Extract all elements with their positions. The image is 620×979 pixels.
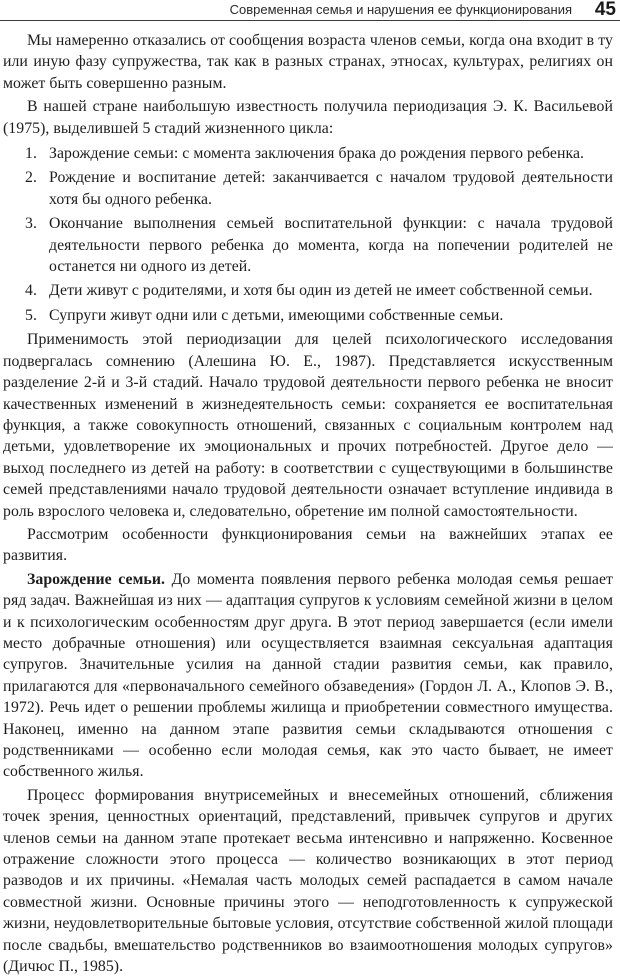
paragraph-periodization-critique: Применимость этой периодизации для целей психологического исследования подвергалась сомнению (Алешина Ю. Е., 1987). Представляется искусственным разделение 2-й и 3-й стадий. Начало трудовой деятельности первого ребенка не вносит качественных изменений в жизнедеятельность семьи: сохраняется ее воспитательная функция, а также совокупность отношений, связанных с социальным контролем над детьми, удовлетворение их эмоциональных и прочих потребностей. Другое дело — выход последнего из детей на работу: в соответствии с существующими в большинстве семей представлениями начало трудовой деятельности означает вступление индивида в роль взрослого человека и, следовательно, обретение им полной самостоятельности.: [3, 331, 613, 520]
paragraph-intro-1: Мы намеренно отказались от сообщения возраста членов семьи, когда она входит в ту или иную фазу супружества, так как в разных странах, этносах, культурах, религиях он может быть совершенно разным.: [3, 32, 613, 92]
paragraph-lead-heading: Зарождение семьи.: [27, 570, 165, 588]
life-cycle-stages-list: [3, 143, 613, 326]
stage-number: 2.: [25, 169, 37, 187]
page-body: [3, 30, 613, 979]
header-rule: [0, 20, 620, 21]
stage-number: 4.: [25, 282, 37, 300]
paragraph-intro-2: В нашей стране наибольшую известность получила периодизация Э. К. Васильевой (1975), выделившей 5 стадий жизненного цикла:: [3, 98, 613, 137]
stage-item-3: [3, 213, 613, 277]
stage-item-4: [3, 280, 613, 301]
page-number: 45: [594, 0, 616, 20]
stage-text: Зарождение семьи: с момента заключения брака до рождения первого ребенка.: [49, 145, 585, 163]
stage-number: 5.: [25, 306, 37, 324]
paragraph-relationships-formation: Процесс формирования внутрисемейных и внесемейных отношений, сближения точек зрения, ценностных ориентаций, представлений, привычек супругов и других членов семьи на данном этапе протекает весьма интенсивно и напряженно. Косвенное отражение сложности этого процесса — количество возникающих в этот период разводов и их причины. «Немалая часть молодых семей распадается в самом начале совместной жизни. Основные причины этого — неподготовленность к супружеской жизни, неудовлетворительные бытовые условия, отсутствие собственной жилой площади после свадьбы, вмешательство родственников во взаимоотношения молодых супругов» (Дичюс П., 1985).: [3, 786, 613, 976]
paragraph-stages-overview: Рассмотрим особенности функционирования семьи на важнейших этапах ее развития.: [3, 525, 613, 565]
stage-text: Окончание выполнения семьей воспитательной функции: с начала трудовой деятельности первого ребенка до момента, когда на попечении родителей не останется ни одного из детей.: [49, 215, 613, 276]
paragraph-family-origin-text: До момента появления первого ребенка молодая семья решает ряд задач. Важнейшая из них — адаптация супругов к условиям семейной жизни в целом и к психологическим особенностям друг друга. В этот период завершается (если имели место добрачные отношения) или осуществляется взаимная сексуальная адаптация супругов. Значительные усилия на данной стадии развития семьи, как правило, прилагаются для «первоначального семейного обзаведения» (Гордон Л. А., Клопов Э. В., 1972). Речь идет о решении проблемы жилища и приобретении совместного имущества. Наконец, именно на данном этапе развития семьи складываются отношения с родственниками — особенно если молодая семья, как это часто бывает, не имеет собственного жилья.: [3, 570, 613, 781]
stage-item-5: [3, 305, 613, 326]
running-head-title: Современная семья и нарушения ее функционирования: [229, 2, 572, 17]
page-header: [0, 0, 620, 22]
stage-text: Дети живут с родителями, и хотя бы один из детей не имеет собственной семьи.: [49, 282, 593, 300]
stage-text: Рождение и воспитание детей: заканчивается с началом трудовой деятельности хотя бы одного ребенка.: [49, 169, 613, 208]
stage-item-1: [3, 143, 613, 164]
stage-text: Супруги живут одни или с детьми, имеющими собственные семьи.: [49, 306, 504, 324]
stage-item-2: [3, 167, 613, 210]
stage-number: 3.: [25, 215, 37, 233]
paragraph-family-origin: [3, 569, 613, 783]
stage-number: 1.: [25, 145, 37, 163]
